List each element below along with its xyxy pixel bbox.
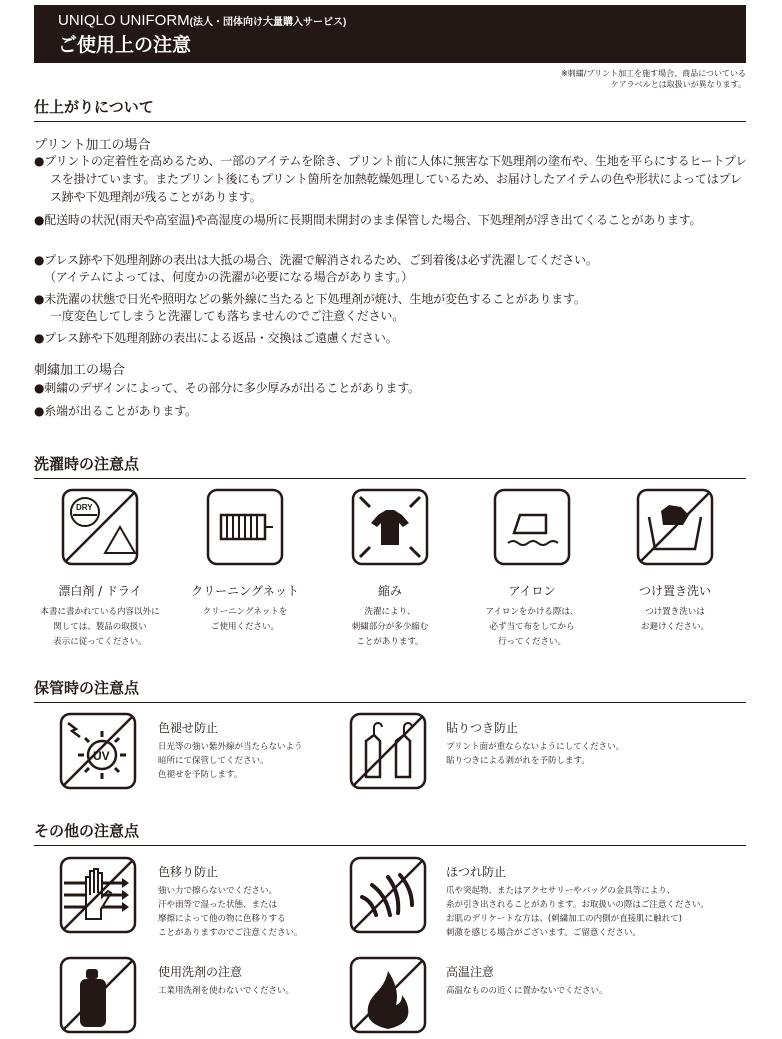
item-label: 漂白剤 / ドライ xyxy=(58,584,142,598)
soak-wash-icon xyxy=(635,487,715,567)
bullet: ●プリントの定着性を高めるため、一部のアイテムを除き、プリント前に人体に無害な下処理剤の塗布や、生地を平らにするヒートプレスを掛けています。またプリント後にもプリント箇所を加熱乾燥処理しているため、お届けしたアイテムの色や形状によってはプレス跡や下処理剤が残ることがあります。 xyxy=(34,154,748,204)
other-item xyxy=(446,864,709,940)
print-heading: プリント加工の場合 xyxy=(34,138,151,153)
desc-line: 強い力で擦らないでください。 xyxy=(158,886,278,896)
page-title: ご使用上の注意 xyxy=(58,34,192,56)
cleaning-net-icon xyxy=(205,487,285,567)
desc-line: 表示に従ってください。 xyxy=(53,637,147,647)
item-label: つけ置き洗い xyxy=(638,584,711,598)
bullet: ●プレス跡や下処理剤跡の表出による返品・交換はご遠慮ください。 xyxy=(34,331,398,345)
note xyxy=(561,68,746,90)
desc-line: ことがあります。 xyxy=(356,637,424,647)
section-heading-other: その他の注意点 xyxy=(34,820,746,846)
storage-item xyxy=(446,720,624,768)
desc-line: 刺繍部分が多少縮む xyxy=(351,622,429,632)
item-label: クリーニングネット xyxy=(191,584,299,598)
storage-item xyxy=(158,720,303,782)
iron-icon xyxy=(492,487,572,567)
desc-line: 本書に書かれている内容以外に xyxy=(40,607,160,617)
desc-line: 暗所にて保管してください。 xyxy=(158,756,269,766)
detergent-icon xyxy=(58,955,138,1035)
desc-line: プリント面が重ならないようにしてください。 xyxy=(446,742,625,752)
desc-line: つけ置き洗いは xyxy=(645,607,705,617)
washing-item xyxy=(462,583,602,650)
svg-text:UV: UV xyxy=(93,749,110,763)
item-label: 使用洗剤の注意 xyxy=(158,965,243,979)
high-heat-icon xyxy=(348,955,428,1035)
bleach-dry-icon xyxy=(60,487,140,567)
item-label: ほつれ防止 xyxy=(446,865,507,879)
brand: UNIQLO UNIFORM xyxy=(58,12,190,29)
item-label: アイロン xyxy=(508,584,556,598)
item-label: 縮み xyxy=(377,584,402,598)
bullet-cont: （アイテムによっては、何度かの洗濯が必要になる場合があります。） xyxy=(44,270,413,284)
item-label: 色褪せ防止 xyxy=(158,721,219,735)
section-heading-storage: 保管時の注意点 xyxy=(34,677,746,703)
note-line: ※刺繍/プリント加工を施す場合、商品についている xyxy=(561,69,746,78)
other-item xyxy=(158,964,294,998)
page-header xyxy=(34,5,746,63)
section-heading-finish: 仕上がりについて xyxy=(34,96,746,122)
desc-line: アイロンをかける際は、 xyxy=(485,607,579,617)
desc-line: ことがありますのでご注意ください。 xyxy=(158,928,303,938)
washing-item xyxy=(175,583,315,635)
desc-line: 貼りつきによる剥がれを予防します。 xyxy=(446,756,590,766)
washing-item xyxy=(320,583,460,650)
desc-line: 糸が引き出されることがあります。お取扱いの際はご注意ください。 xyxy=(446,900,709,910)
desc-line: 行ってください。 xyxy=(497,637,566,647)
color-transfer-icon xyxy=(58,855,138,935)
bullet: ●未洗濯の状態で日光や照明などの紫外線に当たると下処理剤が焼け、生地が変色することがあります。 xyxy=(34,292,586,306)
shrink-icon xyxy=(350,487,430,567)
bullet: ●刺繍のデザインによって、その部分に多少厚みが出ることがあります。 xyxy=(34,381,420,395)
brand-sub: (法人・団体向け大量購入サービス) xyxy=(189,17,347,28)
item-label: 貼りつき防止 xyxy=(446,721,519,735)
desc-line: 刺激を感じる場合がございます。ご留意ください。 xyxy=(446,928,641,938)
desc-line: ご使用ください。 xyxy=(210,622,279,632)
desc-line: 汗や雨等で湿った状態、または xyxy=(158,900,278,910)
item-label: 色移り防止 xyxy=(158,865,219,879)
desc-line: 日光等の強い紫外線が当たらないよう xyxy=(158,742,303,752)
embroidery-heading: 刺繍加工の場合 xyxy=(34,363,126,378)
fraying-icon xyxy=(348,855,428,935)
bullet: ●糸端が出ることがあります。 xyxy=(34,404,197,418)
desc-line: 色褪せを予防します。 xyxy=(158,770,243,780)
section-heading-washing: 洗濯時の注意点 xyxy=(34,453,746,479)
desc-line: お肌のデリケートな方は、(刺繍加工の内側が直接肌に触れて) xyxy=(446,914,682,924)
item-label: 高温注意 xyxy=(446,965,495,979)
other-item xyxy=(158,864,303,940)
desc-line: 摩擦によって他の物に色移りする xyxy=(158,914,286,924)
desc-line: 爪や突起物、またはアクセサリーやバッグの金具等により、 xyxy=(446,886,676,896)
desc-line: 洗濯により、 xyxy=(364,607,416,617)
desc-line: クリーニングネットを xyxy=(202,607,288,617)
note-line: ケアラベルとは取扱いが異なります。 xyxy=(610,80,746,89)
bullet: ●プレス跡や下処理剤跡の表出は大抵の場合、洗濯で解消されるため、ご到着後は必ず洗濯してください。 xyxy=(34,253,598,267)
desc-line: 関しては、製品の取扱い xyxy=(53,622,147,632)
washing-item xyxy=(30,583,170,650)
bullet-cont: 一度変色してしまうと洗濯しても落ちませんのでご注意ください。 xyxy=(50,309,405,323)
hanging-clothes-icon xyxy=(348,711,428,791)
bullet: ●配送時の状況(雨天や高室温)や高湿度の場所に長期間未開封のまま保管した場合、下処理剤が浮き出てくることがあります。 xyxy=(34,213,702,227)
desc-line: 必ず当て布をしてから xyxy=(489,622,575,632)
other-item xyxy=(446,964,608,998)
svg-text:DRY: DRY xyxy=(76,503,93,512)
washing-item xyxy=(605,583,745,635)
desc-line: 工業用洗剤を使わないでください。 xyxy=(158,986,295,996)
desc-line: お避けください。 xyxy=(640,622,709,632)
uv-fade-icon xyxy=(58,711,138,791)
desc-line: 高温なものの近くに置かないでください。 xyxy=(446,986,608,996)
